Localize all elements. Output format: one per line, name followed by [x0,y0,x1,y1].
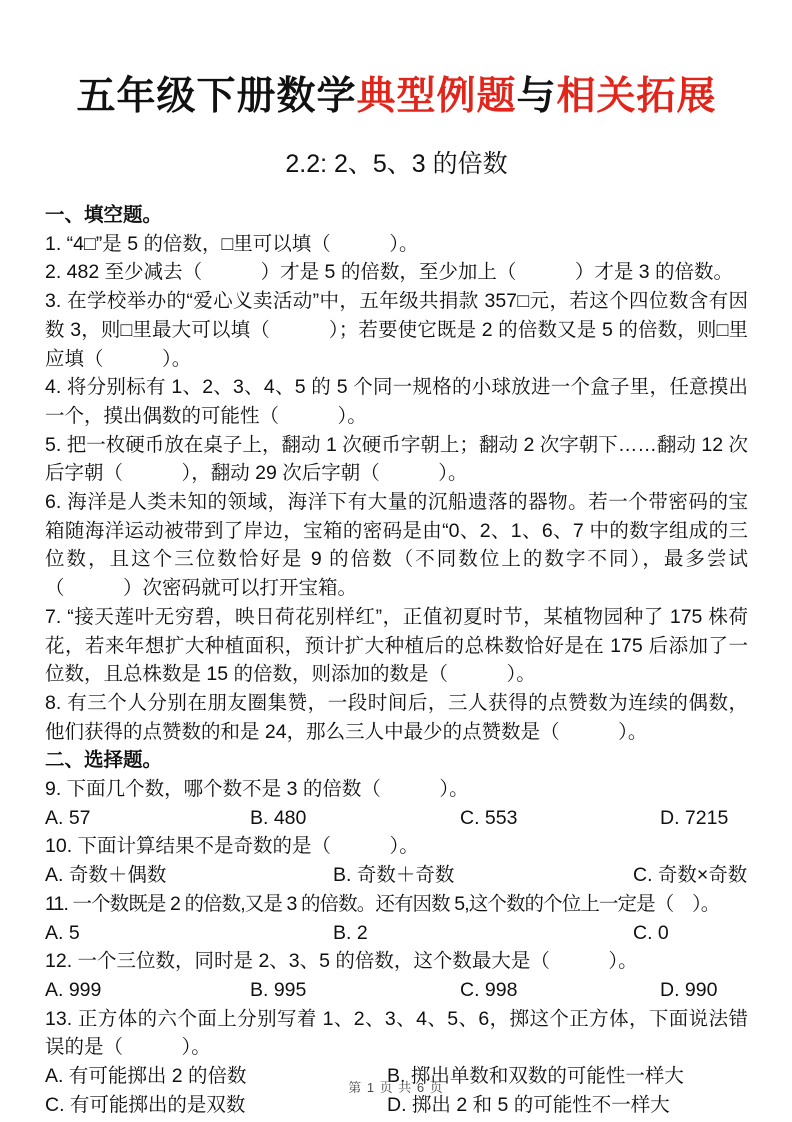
question-text: 5. 把一枚硬币放在桌子上，翻动 1 次硬币字朝上；翻动 2 次字朝下……翻动 12 次后字朝（ ），翻动 29 次后字朝（ ）。 [45,433,748,485]
options-row [45,804,748,833]
question-text: 9. 下面几个数，哪个数不是 3 的倍数（ ）。 [45,778,469,801]
document-body [45,201,748,1120]
question-text: 3. 在学校举办的“爱心义卖活动”中，五年级共捐款 357□元，若这个四位数含有因数 3，则□里最大可以填（ ）；若要使它既是 2 的倍数又是 5 的倍数，则□里应填（ ）。 [45,290,748,370]
option-item: C. 有可能掷出的是双数 [45,1093,246,1116]
options-row [45,861,748,890]
section-heading: 二、选择题。 [45,749,163,772]
options-row [45,976,748,1005]
option-item: B. 480 [250,806,307,829]
section-heading: 一、填空题。 [45,204,163,226]
option-item: C. 553 [460,806,518,829]
options-row [45,919,748,948]
option-item: D. 掷出 2 和 5 的可能性不一样大 [387,1093,670,1116]
option-item: C. 998 [460,978,518,1001]
question-text: 10. 下面计算结果不是奇数的是（ ）。 [45,835,419,858]
option-item: B. 2 [333,921,368,944]
question-text: 12. 一个三位数，同时是 2、3、5 的倍数，这个数最大是（ ）。 [45,950,638,973]
title-segment: 典型例题 [356,75,517,119]
option-item: A. 有可能掷出 2 的倍数 [45,1065,247,1088]
option-item: C. 0 [633,921,669,944]
question-text: 2. 482 至少减去（ ）才是 5 的倍数，至少加上（ ）才是 3 的倍数。 [45,261,733,284]
question-text: 1. “4□”是 5 的倍数，□里可以填（ ）。 [45,232,419,255]
question-text: 11. 一个数既是 2 的倍数,又是 3 的倍数。还有因数 5,这个数的个位上一定是（ ）。 [45,892,720,915]
option-item: D. 7215 [660,806,729,829]
title-segment: 与 [516,75,557,119]
question-text: 6. 海洋是人类未知的领域，海洋下有大量的沉船遗落的器物。若一个带密码的宝箱随海洋运动被带到了岸边，宝箱的密码是由“0、2、1、6、7 中的数字组成的三位数，且这个三位数恰好是 9 的倍数（不同数位上的数字不同），最多尝试（ ）次密码就可以打开宝箱。 [45,491,748,600]
page-number: 第 1 页 共 6 页 [348,1080,444,1095]
title-segment: 相关拓展 [556,75,717,119]
section-subtitle: 2.2: 2、5、3 的倍数 [285,150,508,179]
option-item: B. 995 [250,978,307,1001]
option-item: A. 奇数＋偶数 [45,864,167,887]
page-title [45,72,748,122]
option-item: B. 掷出单数和双数的可能性一样大 [387,1065,684,1088]
option-item: A. 57 [45,806,91,829]
option-item: C. 奇数×奇数 [633,864,748,887]
question-text: 13. 正方体的六个面上分别写着 1、2、3、4、5、6，掷这个正方体，下面说法错误的是（ ）。 [45,1007,748,1059]
option-item: A. 5 [45,921,80,944]
option-item: D. 990 [660,978,718,1001]
option-item: B. 奇数＋奇数 [333,864,455,887]
question-text: 8. 有三个人分别在朋友圈集赞，一段时间后，三人获得的点赞数为连续的偶数，他们获得的点赞数的和是 24，那么三人中最少的点赞数是（ ）。 [45,691,748,743]
question-text: 7. “接天莲叶无穷碧，映日荷花别样红”，正值初夏时节，某植物园种了 175 株荷花，若来年想扩大种植面积，预计扩大种植后的总株数恰好是在 175 后添加了一位数，且总株数是 15 的倍数，则添加的数是（ ）。 [45,605,748,686]
option-item: A. 999 [45,978,102,1001]
question-text: 4. 将分别标有 1、2、3、4、5 的 5 个同一规格的小球放进一个盒子里，任意摸出一个，摸出偶数的可能性（ ）。 [45,376,748,427]
title-segment: 五年级下册数学 [76,75,357,119]
